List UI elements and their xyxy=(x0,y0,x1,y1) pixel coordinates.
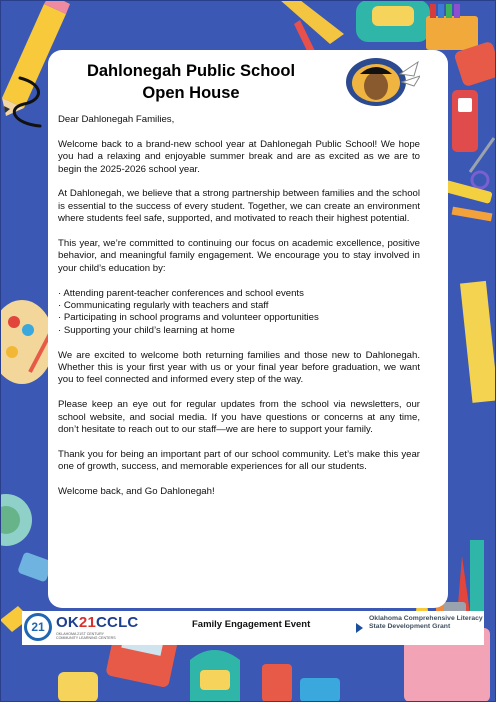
paragraph: Thank you for being an important part of our school community. Let’s make this year one of growth, success, and memorable experiences for all our students. xyxy=(58,448,420,473)
ok21cclc-logo xyxy=(56,614,138,631)
school-name: Dahlonegah Public School xyxy=(86,62,296,80)
event-name: Open House xyxy=(142,84,240,102)
list-item: · Participating in school programs and volunteer opportunities xyxy=(58,312,420,324)
logo-tagline: OKLAHOMA 21ST CENTURY COMMUNITY LEARNING CENTERS xyxy=(56,632,116,641)
ruler-icon xyxy=(280,0,344,44)
paint-icon xyxy=(58,672,98,702)
backpack-icon xyxy=(190,650,240,702)
logo-text-cclc: CCLC xyxy=(96,614,139,631)
event-label: Family Engagement Event xyxy=(192,619,311,630)
paragraph: At Dahlonegah, we believe that a strong partnership between families and the school is essential to the success of every student. Together, we can create an environment where students feel safe, supported, and motivated to reach their highest potential. xyxy=(58,188,420,225)
paint-palette-icon xyxy=(0,300,54,384)
globe-icon xyxy=(0,494,32,546)
literacy-grant-logo: Oklahoma Comprehensive Literacy State Development Grant xyxy=(369,615,483,630)
ruler-icon xyxy=(460,281,496,403)
page-title xyxy=(60,60,322,104)
list-item: · Attending parent-teacher conferences and school events xyxy=(58,288,420,300)
school-mascot-logo xyxy=(340,52,420,112)
footer-banner xyxy=(22,611,484,645)
crayons-icon xyxy=(426,4,478,50)
list-item: · Supporting your child’s learning at home xyxy=(58,325,420,337)
backpack-icon xyxy=(356,0,430,42)
involvement-list xyxy=(58,288,420,338)
chevron-right-icon xyxy=(356,623,363,633)
paragraph: Please keep an eye out for regular updates from the school via newsletters, our school website, and social media. If you have questions or concerns at any time, don’t hesitate to reach out to our staff—we are here to support your family. xyxy=(58,399,420,436)
logo-text-ok: OK xyxy=(56,614,79,631)
paragraph: This year, we’re committed to continuing our focus on academic excellence, positive behavior, and meaningful family engagement. We encourage you to stay involved in your child’s education by: xyxy=(58,238,420,274)
greeting: Dear Dahlonegah Families, xyxy=(58,114,175,125)
list-item: · Communicating regularly with teachers and staff xyxy=(58,300,420,312)
highlighter-icon xyxy=(443,180,492,204)
paragraph: We are excited to welcome both returning families and those new to Dahlonegah. Whether this is your first year with us or your final year before graduation, we want you to feel connected and informed every step of the way. xyxy=(58,349,420,386)
signoff: Welcome back, and Go Dahlonegah! xyxy=(58,486,215,498)
letter-body xyxy=(58,114,420,511)
ok21cclc-logo-mark: 21 xyxy=(24,613,52,641)
paragraph: Welcome back to a brand-new school year at Dahlonegah Public School! We hope you had a relaxing and enjoyable summer break and are as excited as we are to begin the 2025-2026 school year. xyxy=(58,138,420,175)
glue-stick-icon xyxy=(452,90,478,152)
logo-text-21: 21 xyxy=(78,614,96,631)
